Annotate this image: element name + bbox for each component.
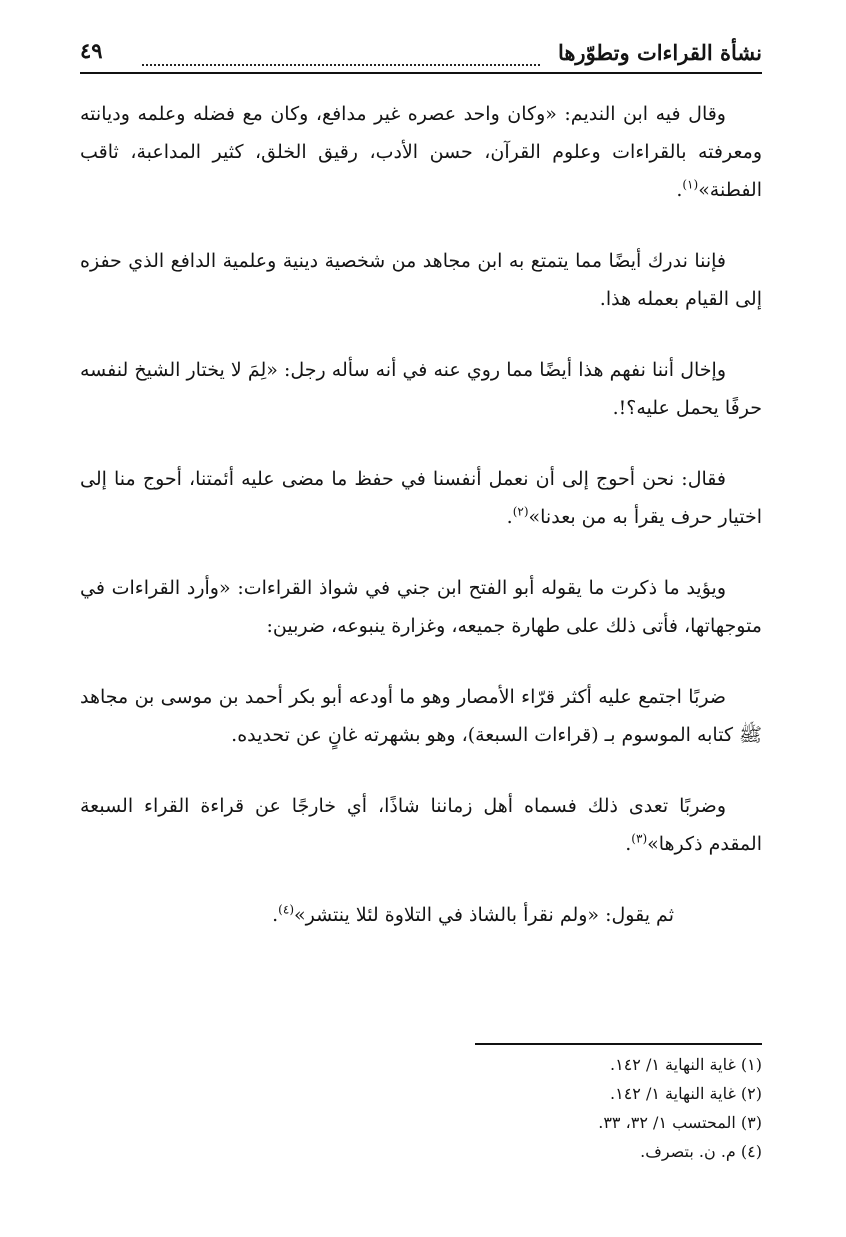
footnote: (٢) غاية النهاية ١/ ١٤٢. xyxy=(610,1084,762,1103)
paragraph-end: . xyxy=(625,833,632,855)
paragraph-text: ثم يقول: «ولم نقرأ بالشاذ في التلاوة لئلا ينتشر» xyxy=(294,904,674,926)
paragraph xyxy=(80,351,762,427)
footnote: (١) غاية النهاية ١/ ١٤٢. xyxy=(610,1055,762,1074)
footnote-reference: (١) xyxy=(682,177,699,192)
paragraph xyxy=(80,787,762,863)
paragraph-end: . xyxy=(272,904,279,926)
main-text xyxy=(80,95,762,967)
footnote: (٤) م. ن. بتصرف. xyxy=(640,1142,762,1161)
paragraph xyxy=(80,460,762,536)
running-header xyxy=(80,32,762,74)
header-rule xyxy=(80,72,762,74)
footnote-separator xyxy=(475,1043,762,1045)
paragraph-text: فإننا ندرك أيضًا مما يتمتع به ابن مجاهد من شخصية دينية وعلمية الدافع الذي حفزه إلى القيام بعمله هذا. xyxy=(80,250,762,310)
paragraph xyxy=(80,678,762,754)
footnote-reference: (٢) xyxy=(512,504,529,519)
page-number: ٤٩ xyxy=(80,38,103,63)
footnote-reference: (٤) xyxy=(278,902,294,917)
footnotes xyxy=(430,1050,762,1166)
paragraph xyxy=(80,569,762,645)
paragraph-end: . xyxy=(676,179,683,201)
paragraph-text: ضربًا اجتمع عليه أكثر قرّاء الأمصار وهو ما أودعه أبو بكر أحمد بن موسى بن مجاهد ﷺ كتابه الموسوم بـ (قراءات السبعة)، وهو بشهرته غانٍ عن تحديده. xyxy=(80,686,762,746)
paragraph xyxy=(80,242,762,318)
paragraph xyxy=(80,896,762,934)
header-title: نشأة القراءات وتطوّرها xyxy=(557,40,762,65)
footnote-reference: (٣) xyxy=(631,831,648,846)
footnote: (٣) المحتسب ١/ ٣٢، ٣٣. xyxy=(598,1113,762,1132)
paragraph xyxy=(80,95,762,209)
paragraph-text: وضربًا تعدى ذلك فسماه أهل زماننا شاذًا، أي خارجًا عن قراءة القراء السبعة المقدم ذكرها» xyxy=(80,795,762,855)
header-leader-dots xyxy=(142,64,540,66)
paragraph-text: وقال فيه ابن النديم: «وكان واحد عصره غير مدافع، وكان مع فضله وعلمه وديانته ومعرفته بالقراءات وعلوم القرآن، حسن الأدب، رقيق الخلق، كثير المداعبة، ثاقب الفطنة» xyxy=(80,103,762,201)
paragraph-text: وإخال أننا نفهم هذا أيضًا مما روي عنه في أنه سأله رجل: «لِمَ لا يختار الشيخ لنفسه حرفًا يحمل عليه؟!. xyxy=(80,359,762,419)
paragraph-text: فقال: نحن أحوج إلى أن نعمل أنفسنا في حفظ ما مضى عليه أئمتنا، أحوج منا إلى اختيار حرف يقرأ به من بعدنا» xyxy=(80,468,762,528)
paragraph-text: ويؤيد ما ذكرت ما يقوله أبو الفتح ابن جني في شواذ القراءات: «وأرد القراءات في متوجهاتها، فأتى ذلك على طهارة جميعه، وغزارة ينبوعه، ضربين: xyxy=(80,577,762,637)
paragraph-end: . xyxy=(506,506,513,528)
